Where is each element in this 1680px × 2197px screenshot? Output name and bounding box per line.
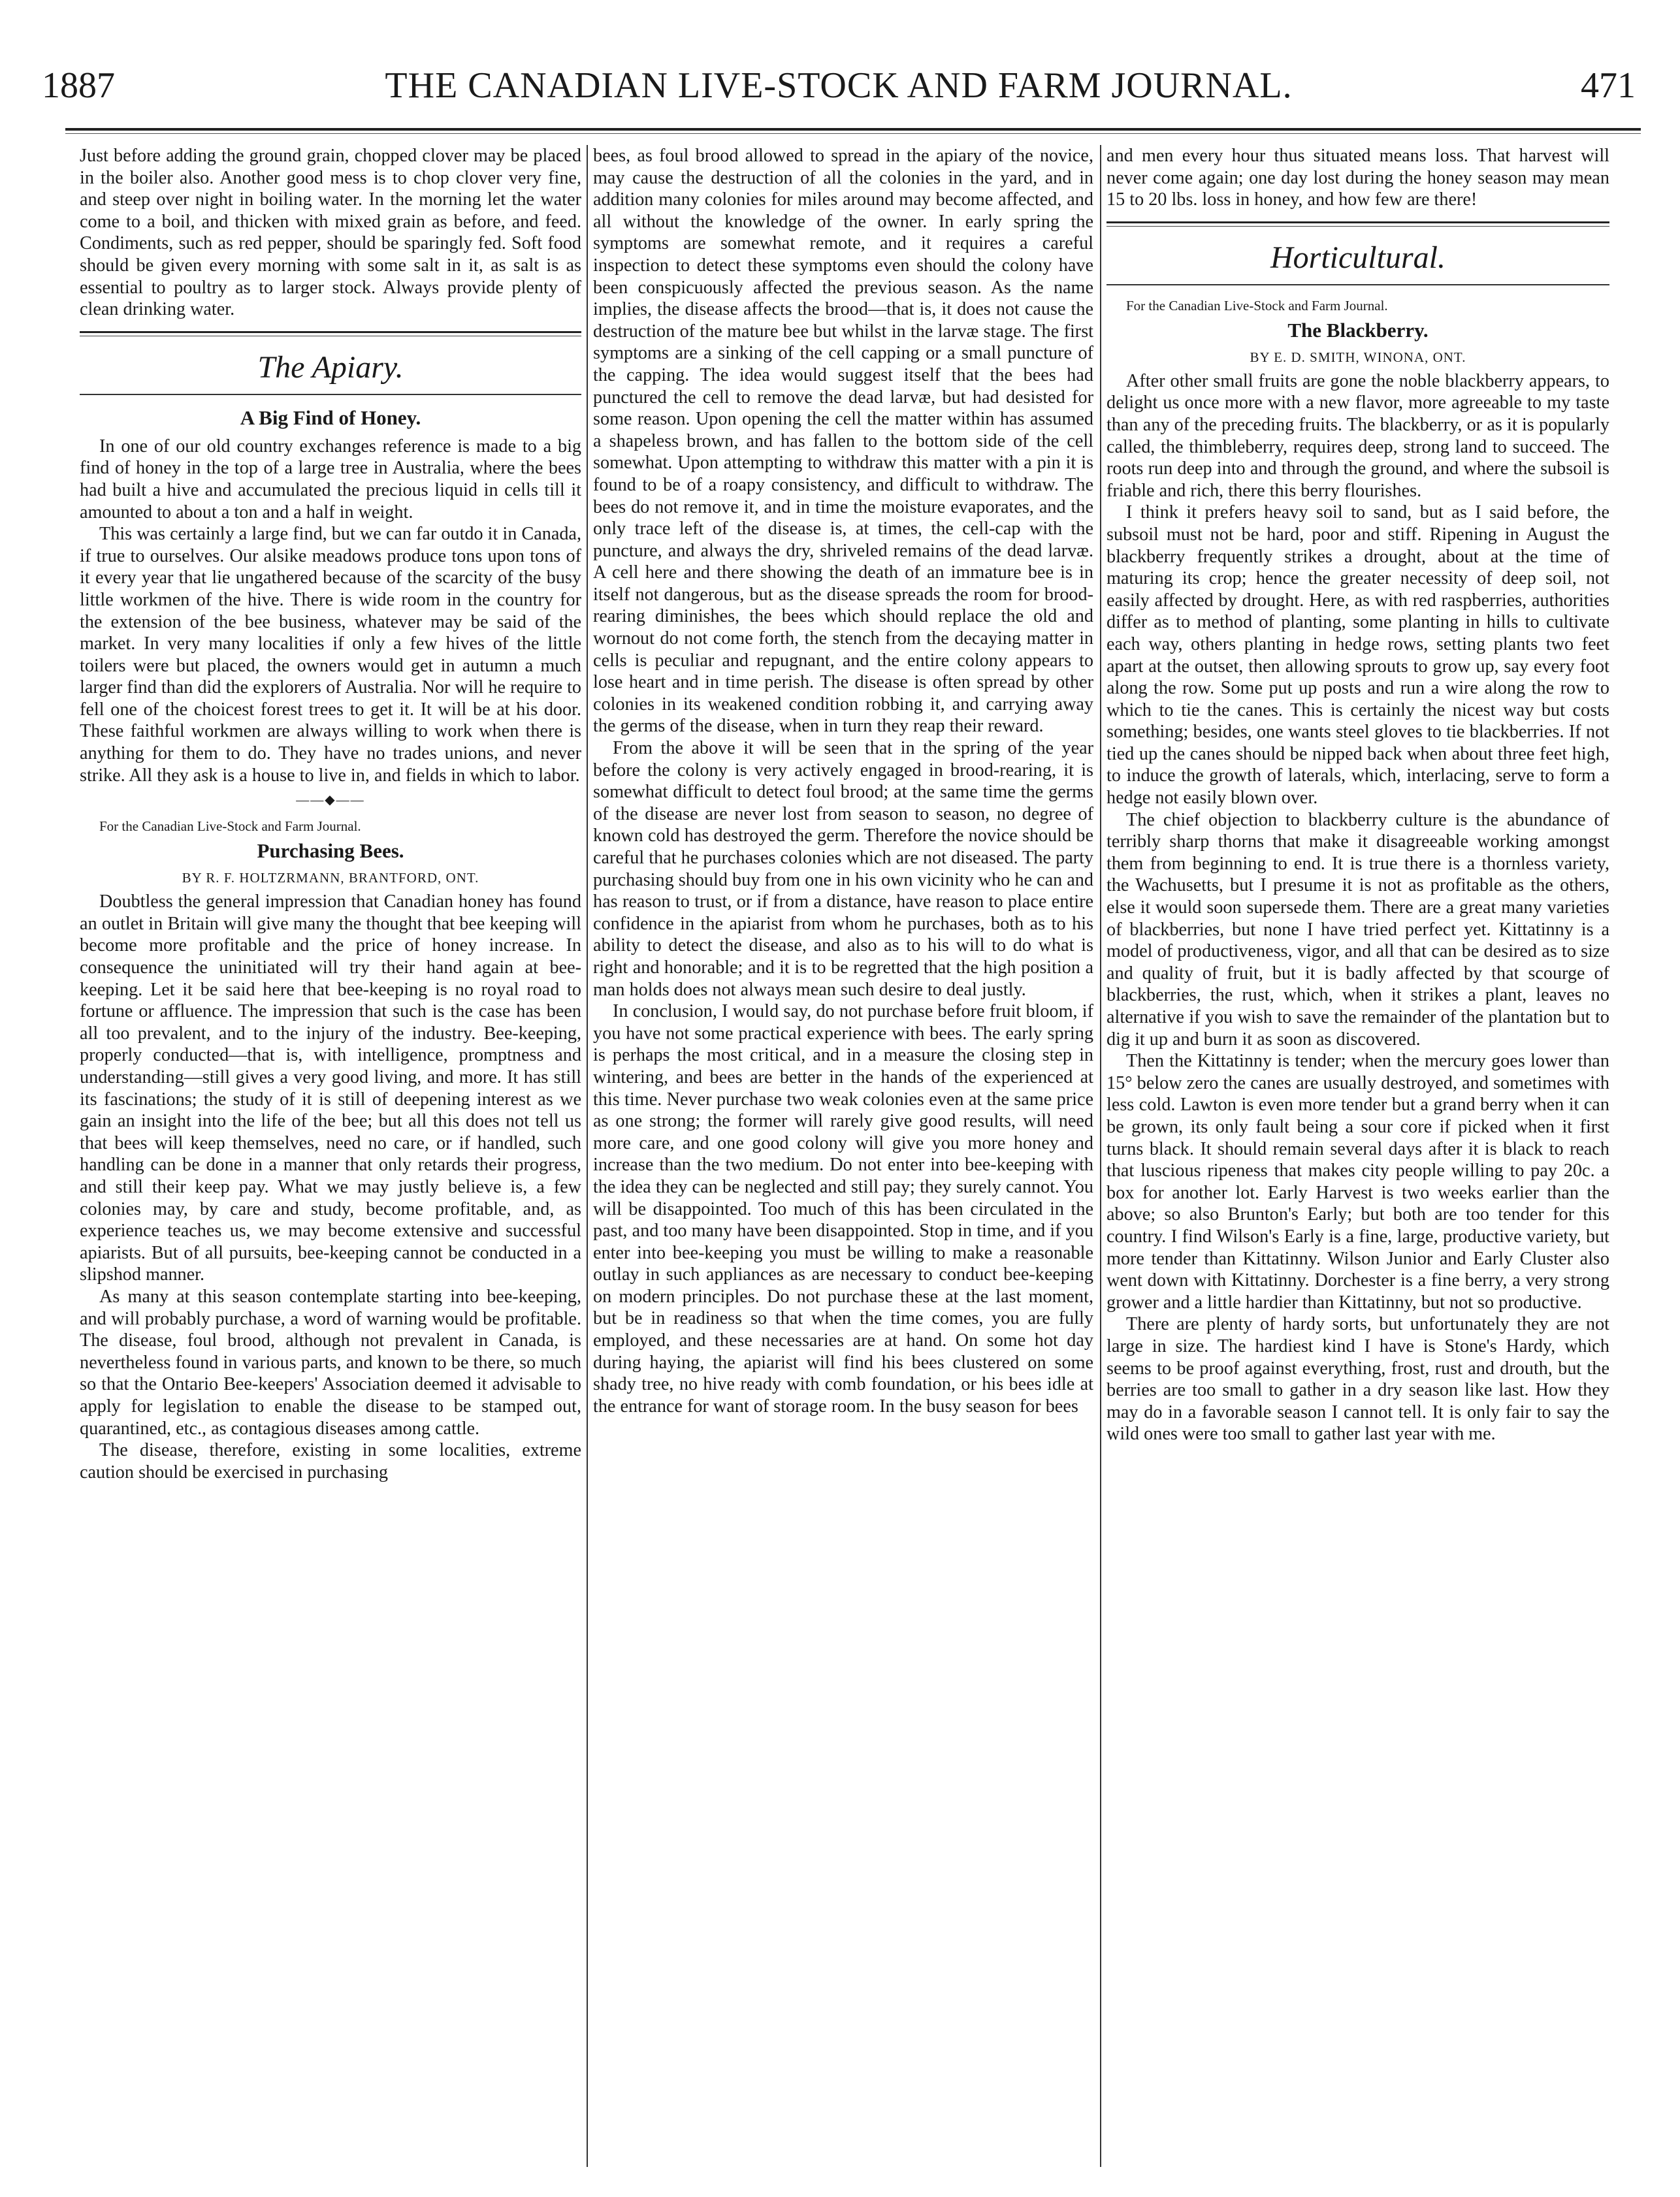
article-paragraph: From the above it will be seen that in the spring of the year before the colony is very actively engaged in brood-rearing, it is somewhat difficult to detect foul brood; at the same time the germs of the disease are never lost from season to season, no degree of known cold has destroyed the germ. Therefore the novice should be careful that he purchases colonies which are not diseased. The party purchasing should buy from one in his own vicinity who he can and has reason to trust, or if from a distance, have reason to place entire confidence in the apiarist from whom he purchases, both as to his ability to detect the disease, and also as to his will to do what is right and honorable; and it is to be regretted that the high position a man holds does not always mean such desire to deal justly. xyxy=(593,738,1093,1000)
ornament-divider: ——◆—— xyxy=(296,793,365,808)
header-rule xyxy=(65,128,1641,131)
article-paragraph: In one of our old country exchanges reference is made to a big find of honey in the top of a large tree in Australia, where the bees had built a hive and accumulated the precious liquid in cells till it amounted to about a ton and a half in weight. xyxy=(80,436,581,522)
column-3 xyxy=(1107,145,1609,2163)
article-paragraph: This was certainly a large find, but we can far outdo it in Canada, if true to ourselves. Our alsike meadows produce tons upon tons of it every year that lie ungathered because of the scarcity of the busy little workmen of the hive. There is wide room in the country for the extension of the bee business, whatever may be said of the market. In very many localities if only a few hives of the little toilers were but placed, the owners would get in autumn a much larger find than did the explorers of Australia. Nor will he require to fell one of the choicest forest trees to get it. It will be at his door. These faithful workmen are always willing to work when there is anything for them to do. They have no trades unions, and never strike. All they ask is a house to live in, and fields in which to labor. xyxy=(80,524,581,786)
article-paragraph: As many at this season contemplate starting into bee-keeping, and will probably purchase, a word of warning would be profitable. The disease, foul brood, although not prevalent in Canada, is nevertheless found in various parts, and known to be there, so much so that the Ontario Bee-keepers' Association deemed it advisable to apply for legislation to enable the disease to be stamped out, quarantined, etc., as contagious diseases among cattle. xyxy=(80,1286,581,1439)
article-paragraph: I think it prefers heavy soil to sand, but as I said before, the subsoil must not be hard, poor and stiff. Ripening in August the blackberry frequently strikes a drought, about at the time of maturing its crop; hence the greater necessity of deep soil, not easily affected by drought. Here, as with red raspberries, authorities differ as to method of planting, some planting in hills to cultivate each way, others planting in hedge rows, setting plants two feet apart at the outset, then allowing sprouts to grow up, say every foot along the row. Some put up posts and run a wire along the row to which to tie the canes. This is certainly the nicest way but costs something; besides, one wants steel gloves to tie blackberries. If not tied up the canes should be nipped back when about three feet high, to induce the growth of laterals, which, interlacing, serve to form a hedge not easily blown over. xyxy=(1107,502,1609,809)
journal-title: THE CANADIAN LIVE-STOCK AND FARM JOURNAL. xyxy=(385,65,1293,106)
article-paragraph: bees, as foul brood allowed to spread in the apiary of the novice, may cause the destruction of all the colonies in the yard, and in addition many colonies for miles around may become affected, and all without the knowledge of the owner. In early spring the symptoms are somewhat remote, and it requires a careful inspection to detect these symptoms even should the colony have been conspicuously affected the previous season. As the name implies, the disease affects the brood—that is, it does not cause the destruction of the mature bee but whilst in the larvæ stage. The first symptoms are a sinking of the cell capping or a small puncture of the capping. The idea would suggest itself that the bees had punctured the cell to remove the dead larvæ, but had desisted for some reason. Upon opening the cell the matter within has assumed a shapeless brown, and has fallen to the bottom side of the cell somewhat. Upon attempting to withdraw this matter with a pin it is found to be of a roapy consistency, and difficult to withdraw. The bees do not remove it, and in time the moisture evaporates, and the only trace left of the disease is, at times, the cell-cap with the puncture, and always the dry, shriveled remains of the dead larvæ. A cell here and there showing the death of an immature bee is in itself not dangerous, but as the disease spreads the room for brood-rearing diminishes, the bees which should replace the old and wornout do not come forth, the stench from the decaying matter in cells is peculiar and repugnant, and the entire colony appears to lose heart and in time perish. The disease is often spread by other colonies in its weakened condition robbing it, and carrying away the germs of the disease, when in turn they reap their reward. xyxy=(593,146,1093,737)
section-heading-horticultural: Horticultural. xyxy=(1270,240,1446,275)
column-1 xyxy=(80,145,581,2163)
header-year: 1887 xyxy=(42,65,115,106)
article-byline: BY E. D. SMITH, WINONA, ONT. xyxy=(1250,349,1466,365)
article-paragraph: Doubtless the general impression that Canadian honey has found an outlet in Britain will give many the thought that bee keeping will become more profitable and the price of honey increase. In consequence the uninitiated will try their hand again at bee-keeping. Let it be said here that bee-keeping is no royal road to fortune or affluence. The impression that such is the case has been all too prevalent, and to the injury of the industry. Bee-keeping, properly conducted—that is, with intelligence, promptness and understanding—still gives a very good living, and more. It has still its fascinations; the study of it is still of deepening interest as we gain an insight into the life of the bee; but all this does not tell us that bees will keep themselves, need no care, or if handled, such handling can be done in a manner that only retards their progress, and still their keep pay. What we may justly believe is, a few colonies may, by care and study, become profitable, and, as experience teaches us, we may become extensive and successful apiarists. But of all pursuits, bee-keeping cannot be conducted in a slipshod manner. xyxy=(80,891,581,1285)
header-rule-thin xyxy=(65,133,1641,134)
section-heading-apiary: The Apiary. xyxy=(257,349,404,385)
column-2 xyxy=(593,145,1093,2163)
article-title-purchasing-bees: Purchasing Bees. xyxy=(257,839,404,863)
article-title-big-find: A Big Find of Honey. xyxy=(240,406,421,429)
article-source-note: For the Canadian Live-Stock and Farm Journal. xyxy=(1126,297,1388,313)
page-header xyxy=(42,60,1636,111)
article-paragraph: There are plenty of hardy sorts, but unfortunately they are not large in size. The hardiest kind I have is Stone's Hardy, which seems to be proof against everything, frost, rust and drouth, but the berries are too small to gather in a dry season like last. How they may do in a favorable season I cannot tell. It is only fair to say the wild ones were too small to gather last year with me. xyxy=(1107,1314,1609,1445)
article-byline: BY R. F. HOLTZRMANN, BRANTFORD, ONT. xyxy=(182,870,479,886)
article-title-blackberry: The Blackberry. xyxy=(1287,318,1429,342)
poultry-continuation: Just before adding the ground grain, chopped clover may be placed in the boiler also. Another good mess is to chop clover very fine, and steep over night in boiling water. In the morning let the water come to a boil, and thicken with mixed grain as before, and feed. Condiments, such as red pepper, should be sparingly fed. Soft food should be given every morning with some salt in it, as salt is as essential to poultry as to larger stock. Always provide plenty of clean drinking water. xyxy=(80,146,581,320)
article-paragraph: Then the Kittatinny is tender; when the mercury goes lower than 15° below zero the canes are usually destroyed, and sometimes with less cold. Lawton is even more tender but a grand berry when it can be grown, its only fault being a sour core if picked when it first turns black. It should remain several days after it is black to reach that luscious ripeness that makes city people willing to pay 20c. a box for another lot. Early Harvest is two weeks earlier than the above; so also Brunton's Early; but both are too tender for this country. I find Wilson's Early is a fine, large, productive variety, but more tender than Kittatinny. Wilson Junior and Early Cluster also went down with Kittatinny. Dorchester is a fine berry, a very strong grower and a little hardier than Kittatinny, but not so productive. xyxy=(1107,1051,1609,1313)
section-underline xyxy=(1107,284,1609,285)
column-divider-2 xyxy=(1100,145,1101,2167)
article-paragraph: The chief objection to blackberry culture is the abundance of terribly sharp thorns that make it disagreeable working amongst them from beginning to end. It is true there is a thornless variety, the Wachusetts, but I presume it is not as profitable as the others, else it would soon supersede them. There are a great many varieties of blackberries, but none I have tried perfect yet. Kittatinny is a model of productiveness, vigor, and all that can be desired as to size and quality of fruit, but it is badly affected by that scourge of blackberries, the rust, which, when it strikes a plant, leaves no alternative if you wish to save the remainder of the plantation but to dig it up and burn it as soon as discovered. xyxy=(1107,809,1609,1050)
section-rule xyxy=(1107,221,1609,227)
column-divider-1 xyxy=(587,145,588,2167)
article-paragraph: After other small fruits are gone the noble blackberry appears, to delight us once more with a new flavor, more agreeable to my taste than any of the preceding fruits. The blackberry, or as it is popularly called, the thimbleberry, requires deep, strong land to succeed. The roots run deep into and through the ground, and where the subsoil is friable and rich, there this berry flourishes. xyxy=(1107,370,1609,501)
article-source-note: For the Canadian Live-Stock and Farm Journal. xyxy=(99,818,361,835)
page-number: 471 xyxy=(1581,65,1636,106)
article-paragraph: and men every hour thus situated means loss. That harvest will never come again; one day lost during the honey season may mean 15 to 20 lbs. loss in honey, and how few are there! xyxy=(1107,146,1609,210)
article-paragraph: In conclusion, I would say, do not purchase before fruit bloom, if you have not some practical experience with bees. The early spring is perhaps the most critical, and in a measure the closing step in wintering, and bees are better in the hands of the experienced at this time. Never purchase two weak colonies even at the same price as one strong; the former will rarely give good results, will need more care, and one good colony will give you more honey and increase than the two medium. Do not enter into bee-keeping with the idea they can be neglected and still pay; they surely cannot. You will be disappointed. Too much of this has been circulated in the past, and too many have been disappointed. Stop in time, and if you enter into bee-keeping you must be willing to make a reasonable outlay in such appliances as are necessary to conduct bee-keeping on modern principles. Do not purchase these at the last moment, but be in readiness so that when the time comes, you are fully employed, and these necessaries are at hand. On some hot day during haying, the apiarist will find his bees clustered on some shady tree, no hive ready with comb foundation, or his bees idle at the entrance for want of storage room. In the busy season for bees xyxy=(593,1001,1093,1417)
section-underline xyxy=(80,394,581,395)
section-rule xyxy=(80,331,581,336)
article-paragraph: The disease, therefore, existing in some localities, extreme caution should be exercised in purchasing xyxy=(80,1440,581,1483)
